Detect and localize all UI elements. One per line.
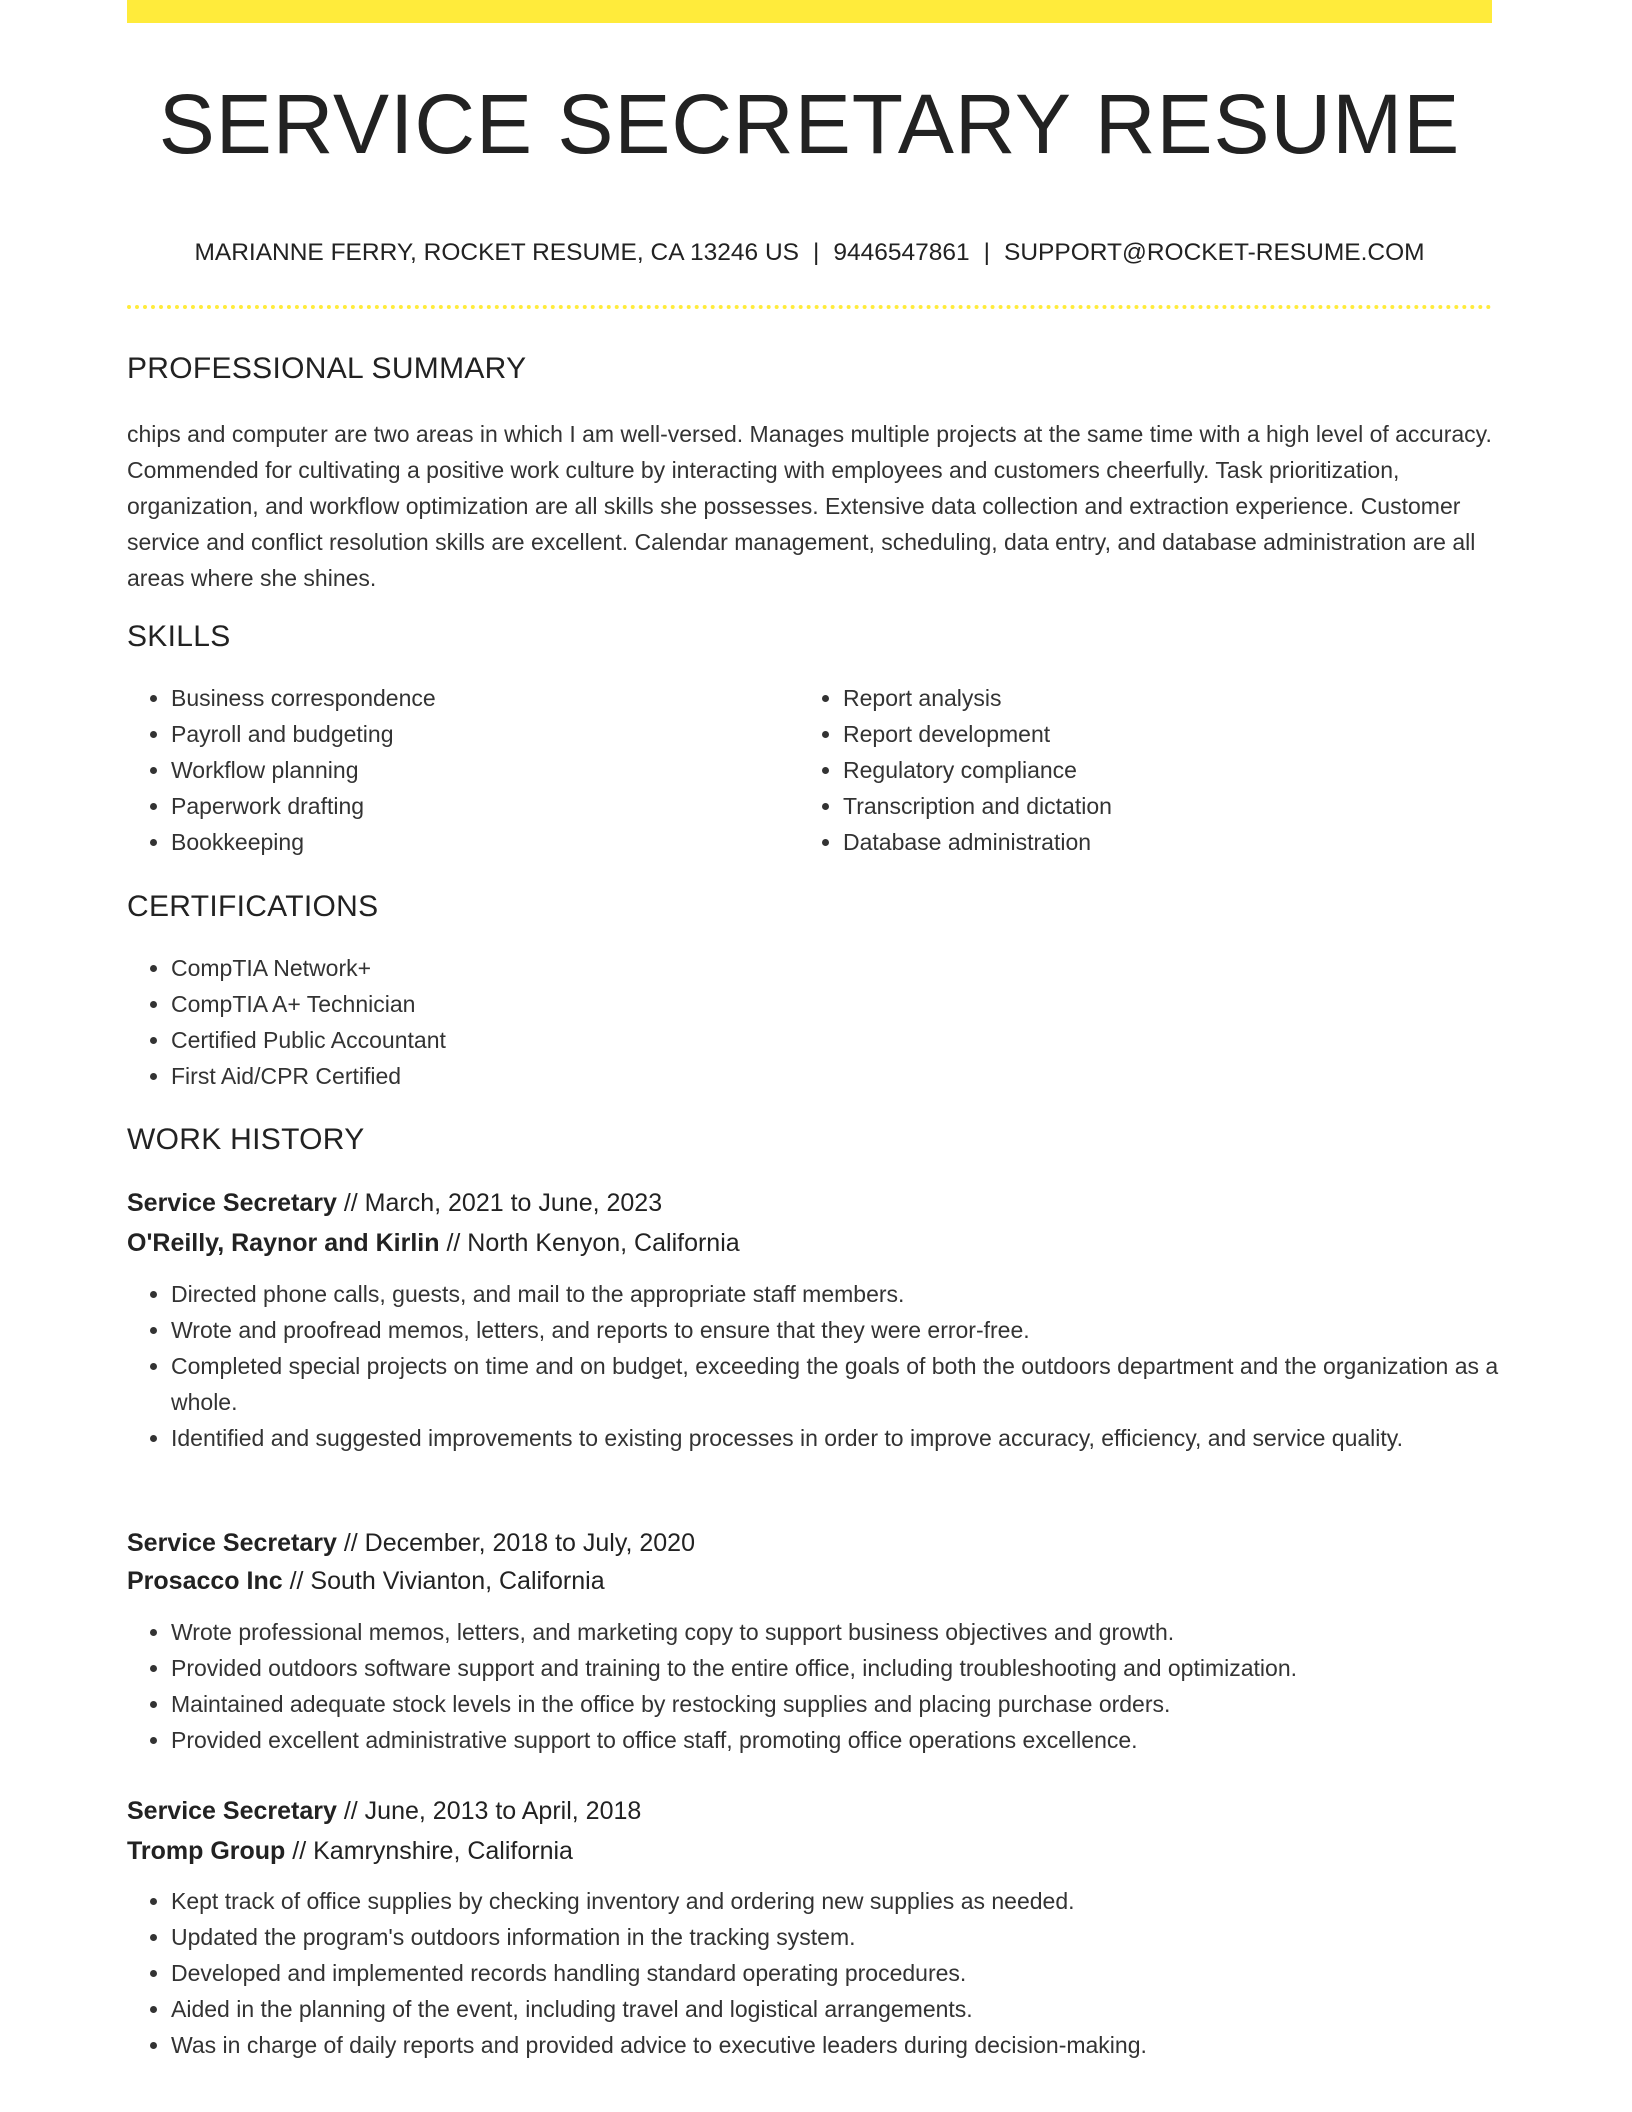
job-bullet: • Completed special projects on time and on budget, exceeding the goals of both the outdoors department and the organization as a whole.	[171, 1348, 1511, 1420]
skills-heading: SKILLS	[127, 620, 231, 653]
job-company-line	[127, 1227, 740, 1259]
job-bullet: • Wrote and proofread memos, letters, and reports to ensure that they were error-free.	[171, 1312, 1511, 1348]
certification-item: • CompTIA Network+	[171, 950, 1471, 986]
job-dates: // June, 2013 to April, 2018	[343, 1797, 642, 1825]
job-company: Tromp Group	[127, 1837, 286, 1865]
job-bullet: • Developed and implemented records handling standard operating procedures.	[171, 1955, 1511, 1991]
header-divider	[127, 305, 1492, 309]
contact-phone: 9446547861	[833, 239, 970, 266]
certification-item: • First Aid/CPR Certified	[171, 1058, 1471, 1094]
job-company-line	[127, 1835, 573, 1867]
job-dates: // December, 2018 to July, 2020	[343, 1529, 695, 1557]
certification-item: • CompTIA A+ Technician	[171, 986, 1471, 1022]
skill-item: • Bookkeeping	[171, 824, 811, 860]
job-company: O'Reilly, Raynor and Kirlin	[127, 1229, 440, 1257]
job-title-line	[127, 1187, 662, 1219]
job-bullet: • Was in charge of daily reports and provided advice to executive leaders during decision-making.	[171, 2027, 1511, 2063]
job-bullets	[127, 1614, 1571, 1758]
skill-item: • Regulatory compliance	[843, 752, 1483, 788]
job-bullet: • Wrote professional memos, letters, and marketing copy to support business objectives and growth.	[171, 1614, 1571, 1650]
job-title-line	[127, 1527, 695, 1559]
skill-item: • Database administration	[843, 824, 1483, 860]
job-bullet: • Aided in the planning of the event, including travel and logistical arrangements.	[171, 1991, 1511, 2027]
resume-title: SERVICE SECRETARY RESUME	[158, 77, 1461, 171]
skill-item: • Report analysis	[843, 680, 1483, 716]
summary-text: chips and computer are two areas in which I am well-versed. Manages multiple projects at the same time with a high level of accuracy. Commended for cultivating a positive work culture by interacting with employees and customers cheerfully. Task prioritization, organization, and workflow optimization are all skills she possesses. Extensive data collection and extraction experience. Customer service and conflict resolution skills are excellent. Calendar management, scheduling, data entry, and database administration are all areas where she shines.	[127, 421, 1492, 591]
job-bullet: • Maintained adequate stock levels in the office by restocking supplies and placing purchase orders.	[171, 1686, 1571, 1722]
job-title: Service Secretary	[127, 1189, 337, 1217]
certifications-list	[127, 950, 1471, 1094]
skill-item: • Transcription and dictation	[843, 788, 1483, 824]
work-history-heading: WORK HISTORY	[127, 1123, 365, 1156]
skill-item: • Paperwork drafting	[171, 788, 811, 824]
job-location: // North Kenyon, California	[446, 1229, 740, 1257]
job-title: Service Secretary	[127, 1529, 337, 1557]
contact-line	[127, 238, 1492, 268]
skills-list-right	[799, 680, 1483, 860]
job-location: // Kamrynshire, California	[292, 1837, 573, 1865]
job-bullet: • Kept track of office supplies by checking inventory and ordering new supplies as needed.	[171, 1883, 1511, 1919]
job-bullet: • Provided outdoors software support and training to the entire office, including troubleshooting and optimization.	[171, 1650, 1571, 1686]
contact-address: MARIANNE FERRY, ROCKET RESUME, CA 13246 US	[194, 239, 799, 266]
skill-item: • Report development	[843, 716, 1483, 752]
contact-separator: |	[983, 239, 990, 266]
job-bullet: • Updated the program's outdoors information in the tracking system.	[171, 1919, 1511, 1955]
top-accent-bar	[127, 0, 1492, 23]
job-bullets	[127, 1883, 1511, 2063]
skill-item: • Payroll and budgeting	[171, 716, 811, 752]
certifications-heading: CERTIFICATIONS	[127, 890, 379, 923]
summary-heading: PROFESSIONAL SUMMARY	[127, 352, 527, 385]
contact-separator: |	[812, 239, 820, 266]
job-bullet: • Identified and suggested improvements to existing processes in order to improve accuracy, efficiency, and service quality.	[171, 1420, 1511, 1456]
job-title-line	[127, 1795, 641, 1827]
contact-email: SUPPORT@ROCKET-RESUME.COM	[1004, 239, 1425, 266]
job-company-line	[127, 1565, 605, 1597]
job-bullet: • Provided excellent administrative support to office staff, promoting office operations excellence.	[171, 1722, 1571, 1758]
skill-item: • Business correspondence	[171, 680, 811, 716]
job-location: // South Vivianton, California	[289, 1567, 605, 1595]
job-company: Prosacco Inc	[127, 1567, 283, 1595]
job-bullet: • Directed phone calls, guests, and mail to the appropriate staff members.	[171, 1276, 1511, 1312]
skills-list-left	[127, 680, 811, 860]
job-bullets	[127, 1276, 1511, 1456]
job-title: Service Secretary	[127, 1797, 337, 1825]
job-dates: // March, 2021 to June, 2023	[343, 1189, 663, 1217]
skill-item: • Workflow planning	[171, 752, 811, 788]
certification-item: • Certified Public Accountant	[171, 1022, 1471, 1058]
